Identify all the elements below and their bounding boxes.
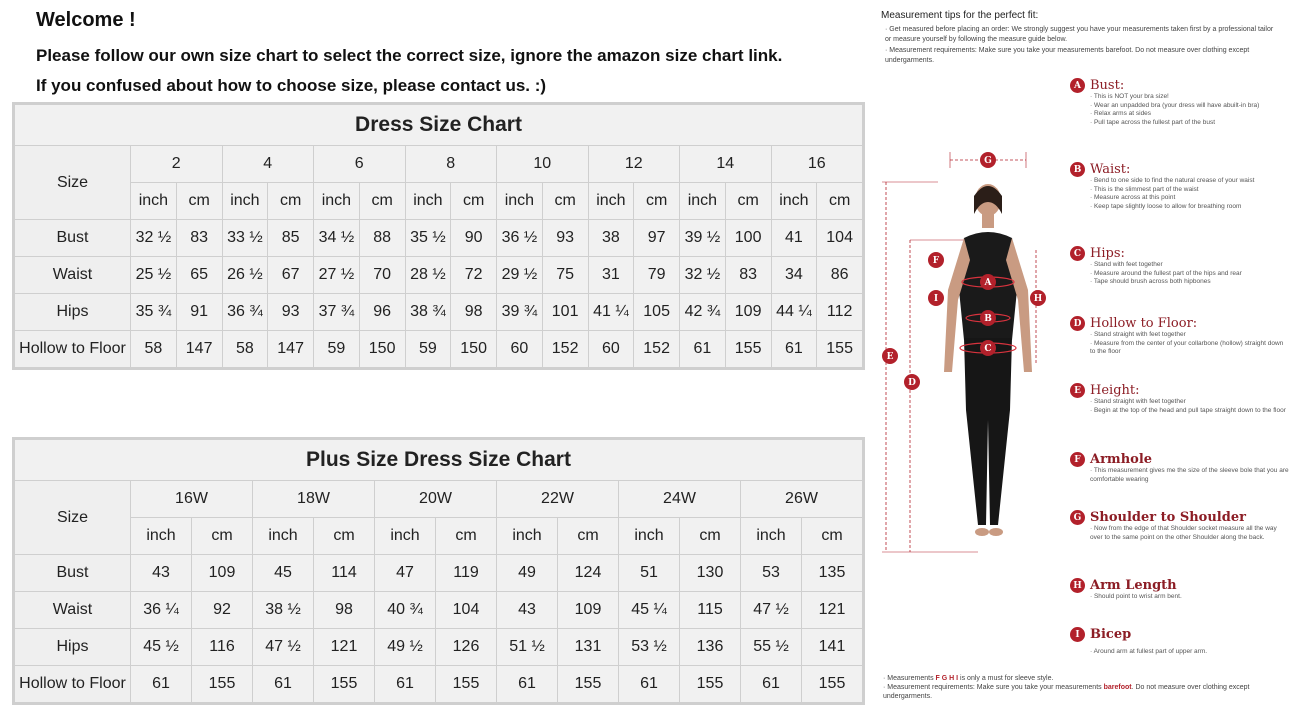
table-cell: 31 — [588, 257, 634, 294]
unit-inch-header: inch — [131, 518, 192, 555]
tip-line: · Get measured before placing an order: We strongly suggest you have your measurements taken first by a professional tailor or measure yourself by following the measure guide below. — [885, 26, 1274, 43]
unit-cm-header: cm — [634, 183, 680, 220]
table-cell: 58 — [131, 331, 177, 368]
measurement-title: Bust: — [1090, 78, 1125, 93]
measurement-line: · Now from the edge of that Shoulder socket measure all the way over to the same point on the other Shoulder along the back. — [1090, 525, 1277, 541]
table-cell: 83 — [176, 220, 222, 257]
measurement-title: Armhole — [1090, 452, 1153, 467]
table-cell: 150 — [359, 331, 405, 368]
unit-inch-header: inch — [588, 183, 634, 220]
table-cell: 109 — [192, 555, 253, 592]
unit-cm-header: cm — [451, 183, 497, 220]
table-cell: 155 — [558, 666, 619, 703]
table-cell: 126 — [436, 629, 497, 666]
table-cell: 155 — [817, 331, 863, 368]
unit-inch-header: inch — [314, 183, 360, 220]
svg-text:B: B — [984, 314, 992, 324]
row-label: Bust — [15, 220, 131, 257]
unit-cm-header: cm — [268, 183, 314, 220]
unit-inch-header: inch — [405, 183, 451, 220]
svg-text:A: A — [984, 278, 992, 288]
svg-text:D: D — [908, 378, 916, 388]
instruction-line-1: Please follow our own size chart to select the correct size, ignore the amazon size chart link. — [36, 46, 783, 65]
table-cell: 51 — [619, 555, 680, 592]
unit-inch-header: inch — [497, 183, 543, 220]
row-label: Hips — [15, 629, 131, 666]
table-cell: 60 — [497, 331, 543, 368]
table-cell: 47 ½ — [741, 592, 802, 629]
table-cell: 49 ½ — [375, 629, 436, 666]
letter-f-icon: F — [1070, 452, 1085, 467]
table-cell: 114 — [314, 555, 375, 592]
measurement-title: Height: — [1090, 383, 1140, 398]
table-cell: 155 — [802, 666, 863, 703]
unit-cm-header: cm — [314, 518, 375, 555]
footer-notes — [883, 674, 1293, 701]
measurement-item-hollow-to-floor — [1070, 316, 1290, 357]
measurement-title: Arm Length — [1090, 578, 1177, 593]
measurement-item-waist — [1070, 162, 1254, 211]
measurement-item-bust — [1070, 78, 1259, 127]
measurement-line: · This measurement gives me the size of the sleeve bole that you are comfortable wearing — [1090, 467, 1289, 483]
table-cell: 36 ¾ — [222, 294, 268, 331]
size-column-header: 8 — [405, 146, 497, 183]
table-cell: 135 — [802, 555, 863, 592]
measurement-line: · Keep tape slightly loose to allow for breathing room — [1090, 202, 1242, 210]
measurement-title: Hips: — [1090, 246, 1125, 261]
measurement-line: · Wear an unpadded bra (your dress will have abuilt-in bra) — [1090, 101, 1260, 109]
measurement-line: · This is NOT your bra size! — [1090, 93, 1169, 100]
table-cell: 105 — [634, 294, 680, 331]
table-cell: 34 — [771, 257, 817, 294]
measurement-item-hips — [1070, 246, 1242, 287]
table-cell: 27 ½ — [314, 257, 360, 294]
table-cell: 34 ½ — [314, 220, 360, 257]
table-cell: 32 ½ — [680, 257, 726, 294]
table-cell: 100 — [725, 220, 771, 257]
size-column-header: 10 — [497, 146, 589, 183]
table-cell: 41 ¼ — [588, 294, 634, 331]
svg-text:F: F — [932, 256, 940, 266]
size-column-header: 2 — [131, 146, 223, 183]
table-cell: 33 ½ — [222, 220, 268, 257]
table-row — [15, 592, 863, 629]
svg-text:G: G — [984, 156, 992, 166]
unit-inch-header: inch — [497, 518, 558, 555]
table-cell: 155 — [436, 666, 497, 703]
table-cell: 155 — [314, 666, 375, 703]
unit-cm-header: cm — [542, 183, 588, 220]
model-silhouette — [944, 184, 1032, 536]
chart-title: Plus Size Dress Size Chart — [15, 440, 863, 481]
table-cell: 119 — [436, 555, 497, 592]
table-cell: 152 — [634, 331, 680, 368]
table-cell: 35 ½ — [405, 220, 451, 257]
unit-inch-header: inch — [680, 183, 726, 220]
table-cell: 98 — [451, 294, 497, 331]
measurement-item-armhole — [1070, 452, 1290, 484]
table-cell: 39 ¾ — [497, 294, 543, 331]
row-label: Hollow to Floor — [15, 666, 131, 703]
table-cell: 58 — [222, 331, 268, 368]
unit-cm-header: cm — [176, 183, 222, 220]
letter-g-icon: G — [1070, 510, 1085, 525]
table-cell: 26 ½ — [222, 257, 268, 294]
table-cell: 85 — [268, 220, 314, 257]
tips-heading: Measurement tips for the perfect fit: — [881, 10, 1039, 21]
unit-cm-header: cm — [558, 518, 619, 555]
size-column-header: 16W — [131, 481, 253, 518]
table-cell: 61 — [741, 666, 802, 703]
measurement-title: Hollow to Floor: — [1090, 316, 1198, 331]
table-cell: 47 — [375, 555, 436, 592]
table-cell: 53 — [741, 555, 802, 592]
table-cell: 93 — [542, 220, 588, 257]
size-column-header: 20W — [375, 481, 497, 518]
table-cell: 28 ½ — [405, 257, 451, 294]
table-row — [15, 666, 863, 703]
svg-text:E: E — [886, 352, 894, 362]
letter-i-icon: I — [1070, 627, 1085, 642]
tips-text — [885, 25, 1280, 67]
table-cell: 45 — [253, 555, 314, 592]
body-measurement-figure — [878, 140, 1058, 560]
table-cell: 45 ½ — [131, 629, 192, 666]
tip-line: · Measurement requirements: Make sure you take your measurements barefoot. Do not measure over clothing except undergarments. — [885, 47, 1250, 64]
table-cell: 147 — [176, 331, 222, 368]
chart-title: Dress Size Chart — [15, 105, 863, 146]
unit-inch-header: inch — [741, 518, 802, 555]
size-column-header: 24W — [619, 481, 741, 518]
plus-size-chart — [12, 437, 865, 705]
table-cell: 86 — [817, 257, 863, 294]
dress-size-chart — [12, 102, 865, 370]
measurement-line: · This is the slimmest part of the waist — [1090, 185, 1199, 193]
table-cell: 61 — [771, 331, 817, 368]
letter-a-icon: A — [1070, 78, 1085, 93]
table-cell: 25 ½ — [131, 257, 177, 294]
welcome-heading: Welcome ! — [36, 9, 136, 31]
table-row — [15, 220, 863, 257]
table-cell: 121 — [314, 629, 375, 666]
table-cell: 29 ½ — [497, 257, 543, 294]
measurement-item-bicep — [1070, 627, 1207, 657]
unit-inch-header: inch — [131, 183, 177, 220]
table-cell: 75 — [542, 257, 588, 294]
table-row — [15, 331, 863, 368]
table-cell: 32 ½ — [131, 220, 177, 257]
row-label: Hips — [15, 294, 131, 331]
measurement-line: · Begin at the top of the head and pull tape straight down to the floor — [1090, 406, 1286, 414]
table-cell: 59 — [405, 331, 451, 368]
unit-cm-header: cm — [192, 518, 253, 555]
table-cell: 130 — [680, 555, 741, 592]
table-cell: 47 ½ — [253, 629, 314, 666]
table-cell: 61 — [375, 666, 436, 703]
table-cell: 40 ¾ — [375, 592, 436, 629]
table-cell: 116 — [192, 629, 253, 666]
size-column-header: 16 — [771, 146, 863, 183]
table-cell: 152 — [542, 331, 588, 368]
table-cell: 124 — [558, 555, 619, 592]
measurement-title: Bicep — [1090, 627, 1132, 642]
table-cell: 92 — [192, 592, 253, 629]
table-cell: 45 ¼ — [619, 592, 680, 629]
table-cell: 38 ¾ — [405, 294, 451, 331]
size-column-header: 18W — [253, 481, 375, 518]
unit-cm-header: cm — [802, 518, 863, 555]
table-cell: 51 ½ — [497, 629, 558, 666]
table-cell: 43 — [497, 592, 558, 629]
table-cell: 61 — [680, 331, 726, 368]
table-cell: 60 — [588, 331, 634, 368]
table-cell: 42 ¾ — [680, 294, 726, 331]
unit-inch-header: inch — [619, 518, 680, 555]
unit-inch-header: inch — [771, 183, 817, 220]
table-row — [15, 294, 863, 331]
table-cell: 49 — [497, 555, 558, 592]
measurement-line: · Relax arms at sides — [1090, 110, 1152, 117]
letter-d-icon: D — [1070, 316, 1085, 331]
unit-cm-header: cm — [680, 518, 741, 555]
size-header: Size — [15, 481, 131, 555]
letter-e-icon: E — [1070, 383, 1085, 398]
letter-h-icon: H — [1070, 578, 1085, 593]
measurement-line: · Stand straight with feet together — [1090, 398, 1186, 405]
measurement-line: · Tape should brush across both hipbones — [1090, 278, 1211, 285]
table-cell: 65 — [176, 257, 222, 294]
row-label: Waist — [15, 592, 131, 629]
table-cell: 61 — [497, 666, 558, 703]
table-cell: 39 ½ — [680, 220, 726, 257]
row-label: Waist — [15, 257, 131, 294]
measurement-line: · Measure across at this point — [1090, 194, 1176, 201]
measurement-item-shoulder — [1070, 510, 1290, 542]
size-column-header: 22W — [497, 481, 619, 518]
measurement-line: · Pull tape across the fullest part of the bust — [1090, 118, 1216, 126]
measurement-line: · Measure around the fullest part of the hips and rear — [1090, 269, 1242, 277]
letter-c-icon: C — [1070, 246, 1085, 261]
table-row — [15, 257, 863, 294]
footer-note-1: · Measurements F G H I is only a must for sleeve style. — [883, 675, 1054, 682]
table-cell: 38 ½ — [253, 592, 314, 629]
measurement-title: Shoulder to Shoulder — [1090, 510, 1246, 525]
plus-size-table — [14, 439, 863, 703]
table-cell: 55 ½ — [741, 629, 802, 666]
table-cell: 61 — [253, 666, 314, 703]
size-column-header: 12 — [588, 146, 680, 183]
table-cell: 97 — [634, 220, 680, 257]
unit-inch-header: inch — [375, 518, 436, 555]
measurement-item-height — [1070, 383, 1286, 415]
measurement-line: · Around arm at fullest part of upper arm. — [1090, 648, 1208, 655]
table-cell: 104 — [436, 592, 497, 629]
size-header: Size — [15, 146, 131, 220]
size-column-header: 26W — [741, 481, 863, 518]
table-cell: 37 ¾ — [314, 294, 360, 331]
table-cell: 38 — [588, 220, 634, 257]
measurement-line: · Should point to wrist arm bent. — [1090, 593, 1182, 600]
size-column-header: 14 — [680, 146, 772, 183]
svg-text:C: C — [984, 344, 992, 354]
table-cell: 150 — [451, 331, 497, 368]
table-cell: 91 — [176, 294, 222, 331]
table-cell: 53 ½ — [619, 629, 680, 666]
size-column-header: 4 — [222, 146, 314, 183]
dress-size-table — [14, 104, 863, 368]
table-cell: 70 — [359, 257, 405, 294]
table-cell: 104 — [817, 220, 863, 257]
table-cell: 83 — [725, 257, 771, 294]
table-cell: 155 — [725, 331, 771, 368]
unit-cm-header: cm — [725, 183, 771, 220]
table-cell: 155 — [192, 666, 253, 703]
table-cell: 98 — [314, 592, 375, 629]
row-label: Bust — [15, 555, 131, 592]
table-cell: 109 — [558, 592, 619, 629]
table-cell: 141 — [802, 629, 863, 666]
table-cell: 36 ½ — [497, 220, 543, 257]
table-cell: 136 — [680, 629, 741, 666]
table-cell: 41 — [771, 220, 817, 257]
table-cell: 121 — [802, 592, 863, 629]
table-cell: 155 — [680, 666, 741, 703]
unit-cm-header: cm — [436, 518, 497, 555]
table-cell: 79 — [634, 257, 680, 294]
unit-inch-header: inch — [253, 518, 314, 555]
unit-inch-header: inch — [222, 183, 268, 220]
table-cell: 59 — [314, 331, 360, 368]
table-cell: 101 — [542, 294, 588, 331]
table-cell: 67 — [268, 257, 314, 294]
measurement-line: · Measure from the center of your collarbone (hollow) straight down to the floor — [1090, 339, 1284, 355]
measurement-line: · Stand straight with feet together — [1090, 331, 1186, 338]
letter-b-icon: B — [1070, 162, 1085, 177]
svg-text:I: I — [933, 294, 939, 304]
table-cell: 43 — [131, 555, 192, 592]
table-cell: 115 — [680, 592, 741, 629]
measurement-item-arm-length — [1070, 578, 1182, 602]
measurement-line: · Stand with feet together — [1090, 261, 1163, 268]
table-cell: 147 — [268, 331, 314, 368]
unit-cm-header: cm — [359, 183, 405, 220]
unit-cm-header: cm — [817, 183, 863, 220]
table-cell: 109 — [725, 294, 771, 331]
table-cell: 36 ¼ — [131, 592, 192, 629]
table-cell: 131 — [558, 629, 619, 666]
table-row — [15, 555, 863, 592]
table-cell: 44 ¼ — [771, 294, 817, 331]
footer-note-2: · Measurement requirements: Make sure you take your measurements barefoot. Do not measure over clothing except undergarments. — [883, 684, 1250, 700]
table-cell: 96 — [359, 294, 405, 331]
measurement-line: · Bend to one side to find the natural crease of your waist — [1090, 177, 1255, 184]
instruction-line-2: If you confused about how to choose size, please contact us. :) — [36, 76, 547, 95]
table-cell: 61 — [131, 666, 192, 703]
row-label: Hollow to Floor — [15, 331, 131, 368]
table-cell: 90 — [451, 220, 497, 257]
measurement-title: Waist: — [1090, 162, 1131, 177]
table-cell: 72 — [451, 257, 497, 294]
table-cell: 61 — [619, 666, 680, 703]
table-cell: 112 — [817, 294, 863, 331]
table-cell: 88 — [359, 220, 405, 257]
svg-text:H: H — [1033, 294, 1043, 304]
table-cell: 93 — [268, 294, 314, 331]
table-cell: 35 ¾ — [131, 294, 177, 331]
table-row — [15, 629, 863, 666]
size-column-header: 6 — [314, 146, 406, 183]
